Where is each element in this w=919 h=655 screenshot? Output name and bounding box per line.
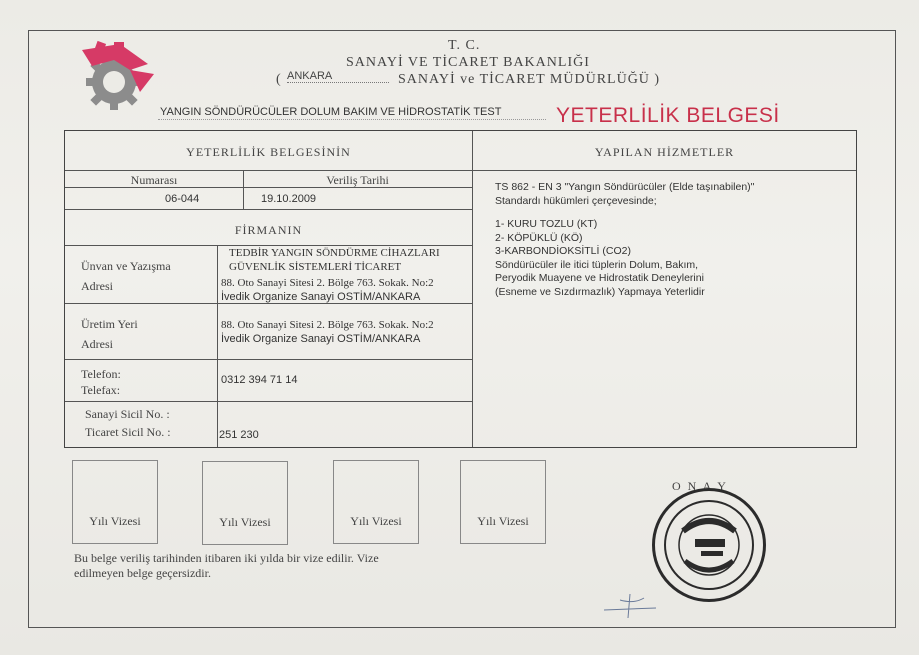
services-line: Söndürücüler ile itici tüplerin Dolum, Bakım, <box>495 258 699 271</box>
certificate-table <box>64 130 857 448</box>
stamp-graphic <box>655 491 763 599</box>
visa-box-label: Yılı Vizesi <box>219 515 271 529</box>
certificate-subtitle: YANGIN SÖNDÜRÜCÜLER DOLUM BAKIM VE HİDROSTATİK TEST <box>160 106 502 118</box>
trade-registry-label: Ticaret Sicil No. : <box>85 425 171 439</box>
visa-box-label: Yılı Vizesi <box>477 514 529 528</box>
header-row-line <box>65 170 856 171</box>
services-title: YAPILAN HİZMETLER <box>594 145 735 159</box>
services-line: 2- KÖPÜKLÜ (KÖ) <box>495 231 583 244</box>
issue-date-label: Veriliş Tarihi <box>326 173 389 187</box>
services-line: 3-KARBONDİOKSİTLİ (CO2) <box>495 245 631 257</box>
official-stamp <box>652 488 766 602</box>
fax-label: Telefax: <box>81 383 121 397</box>
directorate-name: SANAYİ ve TİCARET MÜDÜRLÜĞÜ ) <box>398 72 661 87</box>
issue-date-value: 19.10.2009 <box>261 193 317 205</box>
services-line: (Esneme ve Sızdırmazlık) Yapmaya Yeterlidir <box>495 285 705 298</box>
number-label: Numarası <box>130 173 178 187</box>
visa-note-line-2: edilmeyen belge geçersizdir. <box>74 566 211 580</box>
row-line <box>65 303 472 304</box>
directorate-open-paren: ( <box>276 72 282 87</box>
production-label-2: Adresi <box>81 337 113 351</box>
certificate-title: YETERLİLİK BELGESİ <box>556 104 780 127</box>
label-column-divider <box>217 245 218 447</box>
production-label-1: Üretim Yeri <box>81 317 138 331</box>
industry-registry-label: Sanayi Sicil No. : <box>85 407 170 421</box>
services-text <box>495 181 754 299</box>
tc-label: T. C. <box>448 38 481 53</box>
visa-box-3 <box>333 460 419 544</box>
row-line <box>65 401 472 402</box>
subtitle-dotted-line <box>158 119 546 120</box>
ministry-gear-logo <box>70 40 160 115</box>
row-line <box>65 209 472 210</box>
address-label-1: Ünvan ve Yazışma <box>81 259 171 273</box>
company-name-line-1: TEDBİR YANGIN SÖNDÜRME CİHAZLARI <box>229 247 440 259</box>
visa-box-label: Yılı Vizesi <box>89 514 141 528</box>
phone-value: 0312 394 71 14 <box>221 374 298 386</box>
company-address-line-1: 88. Oto Sanayi Sitesi 2. Bölge 763. Sokak. No:2 <box>221 277 434 289</box>
visa-box-1 <box>72 460 158 544</box>
company-name-line-2: GÜVENLİK SİSTEMLERİ TİCARET <box>229 261 402 273</box>
row-line <box>65 245 472 246</box>
row-line <box>65 359 472 360</box>
production-address-line-1: 88. Oto Sanayi Sitesi 2. Bölge 763. Sokak. No:2 <box>221 319 434 331</box>
column-divider <box>472 131 473 447</box>
trade-registry-value: 251 230 <box>219 429 259 441</box>
address-label-2: Adresi <box>81 279 113 293</box>
services-line: 1- KURU TOZLU (KT) <box>495 218 598 230</box>
city-field: ANKARA <box>287 70 389 83</box>
production-address-line-2: İvedik Organize Sanayi OSTİM/ANKARA <box>221 333 421 345</box>
firm-title: FİRMANIN <box>234 223 303 237</box>
visa-box-label: Yılı Vizesi <box>350 514 402 528</box>
signature-mark <box>600 590 660 620</box>
services-line: Peryodik Muayene ve Hidrostatik Deneylerini <box>495 272 704 284</box>
visa-box-2 <box>202 461 288 545</box>
services-line: Standardı hükümleri çerçevesinde; <box>495 194 657 207</box>
services-line: TS 862 - EN 3 "Yangın Söndürücüler (Elde taşınabilen)" <box>495 181 755 193</box>
services-line <box>495 208 754 218</box>
company-address-line-2: İvedik Organize Sanayi OSTİM/ANKARA <box>221 291 421 303</box>
visa-note-line-1: Bu belge veriliş tarihinden itibaren iki yılda bir vize edilir. Vize <box>74 551 379 565</box>
approval-label: O N A Y <box>672 479 728 493</box>
phone-label: Telefon: <box>81 367 121 381</box>
left-section-title: YETERLİLİK BELGESİNİN <box>186 145 351 159</box>
ministry-name: SANAYİ VE TİCARET BAKANLIĞI <box>346 55 590 70</box>
number-value: 06-044 <box>165 193 200 205</box>
visa-box-4 <box>460 460 546 544</box>
